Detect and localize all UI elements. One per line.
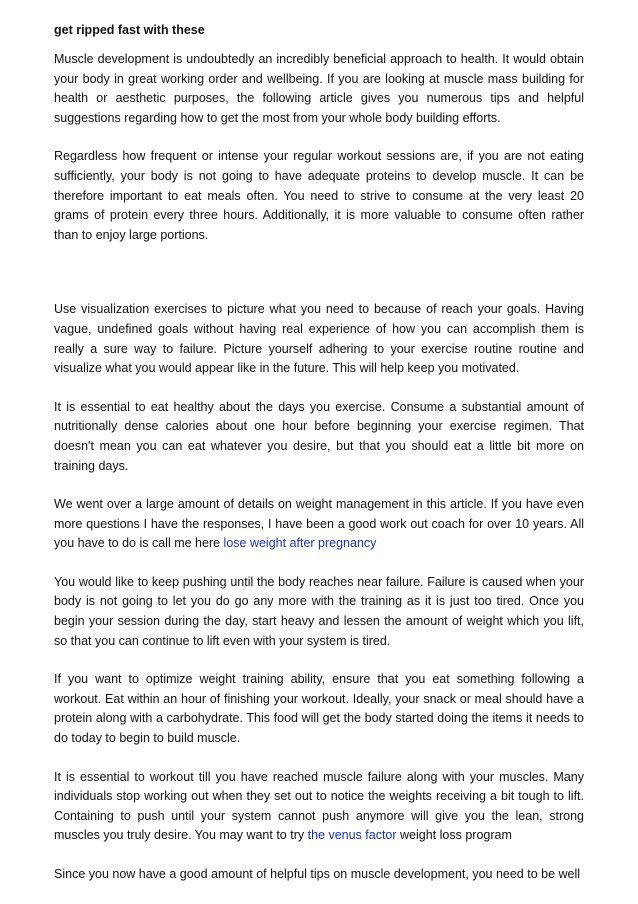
lose-weight-after-pregnancy-link[interactable]: lose weight after pregnancy [223, 536, 377, 551]
paragraph-5 [54, 495, 584, 554]
paragraph-8-text: It is essential to workout till you have reached muscle failure along with your muscles. Many individuals stop working out when they set out to notice the weights receiving a bit tough to lift. Containing to push until your system cannot push anymore will give you the lean, strong muscles you truly desire. You may want to try [54, 769, 584, 843]
paragraph-7: If you want to optimize weight training ability, ensure that you eat something following a workout. Eat within an hour of finishing your workout. Ideally, your snack or meal should have a protein along with a carbohydrate. This food will get the body started doing the items it needs to do today to begin to build muscle. [54, 672, 584, 746]
venus-factor-link[interactable]: the venus factor [307, 828, 397, 843]
paragraph-6: You would like to keep pushing until the body reaches near failure. Failure is caused when your body is not going to let you do go any more with the training as it is just too tired. Once you begin your session during the day, start heavy and lessen the amount of weight which you lift, so that you can continue to lift even with your system is tired. [54, 574, 584, 648]
paragraph-9: Since you now have a good amount of helpful tips on muscle development, you need to be well [54, 867, 581, 881]
document-page [54, 20, 584, 904]
paragraph-8-text-after: weight loss program [396, 828, 512, 843]
paragraph-5-text: We went over a large amount of details on weight management in this article. If you have even more questions I have the responses, I have been a good work out coach for over 10 years. All you have to do is call me here [54, 497, 584, 551]
document-title: get ripped fast with these [54, 23, 205, 37]
paragraph-2: Regardless how frequent or intense your regular workout sessions are, if you are not eating sufficiently, your body is not going to have adequate proteins to develop muscle. It can be therefore important to eat meals often. You need to strive to consume at the very least 20 grams of protein every three hours. Additionally, it is more valuable to consume often rather than to enjoy large portions. [54, 149, 584, 242]
paragraph-4: It is essential to eat healthy about the days you exercise. Consume a substantial amount of nutritionally dense calories about one hour before beginning your exercise regimen. That doesn't mean you can eat whatever you desire, but that you should eat a little bit more on training days. [54, 399, 584, 473]
paragraph-3: Use visualization exercises to picture what you need to because of reach your goals. Having vague, undefined goals without having real experience of how you can accomplish them is really a sure way to failure. Picture yourself adhering to your exercise routine routine and visualize what you would appear like in the future. This will help keep you motivated. [54, 302, 584, 376]
paragraph-1: Muscle development is undoubtedly an incredibly beneficial approach to health. It would obtain your body in great working order and wellbeing. If you are looking at muscle mass building for health or aesthetic purposes, the following article gives you numerous tips and helpful suggestions regarding how to get the most from your whole body building efforts. [54, 52, 584, 125]
paragraph-8 [54, 768, 584, 846]
